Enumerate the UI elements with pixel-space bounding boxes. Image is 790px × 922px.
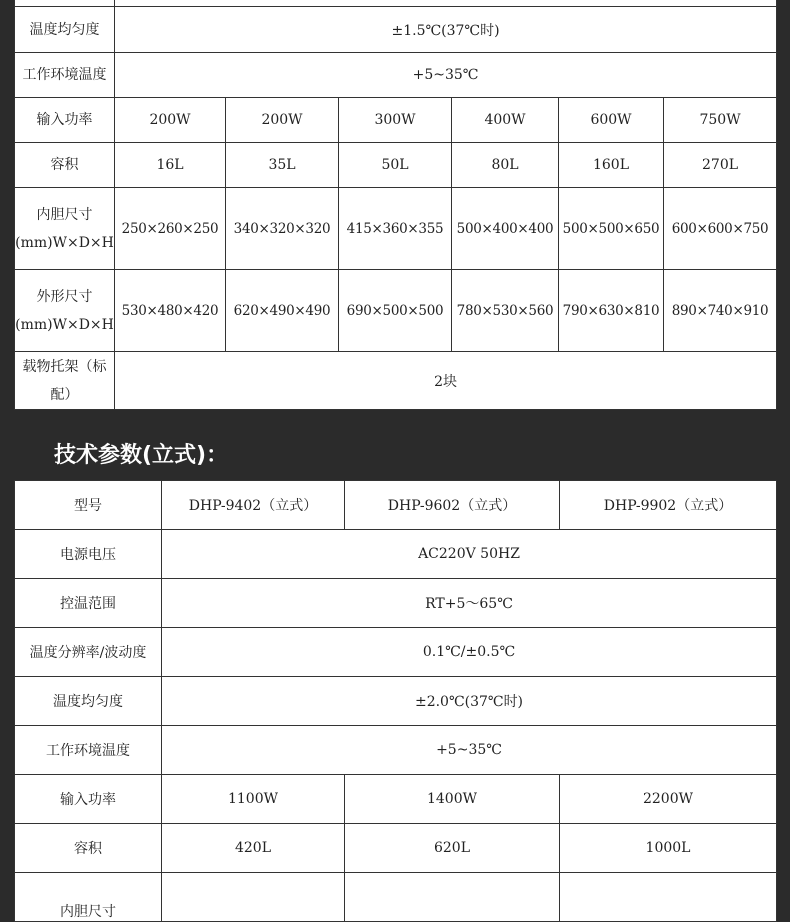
table-cell: 690×500×500: [339, 270, 452, 352]
table-cell: 1000L: [560, 824, 777, 873]
table-cell: 50L: [339, 143, 452, 188]
table-row: [15, 579, 777, 628]
temp-range-value: RT+5～65℃: [162, 579, 777, 628]
table-cell: 890×740×910: [664, 270, 777, 352]
row-label-outer-size: 外形尺寸(mm)W×D×H: [15, 270, 115, 352]
spec-table-top: [14, 0, 777, 410]
table-cell: 1100W: [162, 775, 345, 824]
temp-uniformity-value: ±2.0℃(37℃时): [162, 677, 777, 726]
model-name: DHP-9902（立式）: [560, 481, 777, 530]
table-row: [15, 143, 777, 188]
table-cell: 270L: [664, 143, 777, 188]
row-label-temp-uniformity: 温度均匀度: [15, 677, 162, 726]
table-row: [15, 98, 777, 143]
table-row: [15, 530, 777, 579]
spec-table-vertical: [14, 480, 777, 922]
table-cell: 400W: [452, 98, 559, 143]
table-cell: 340×320×320: [226, 188, 339, 270]
ambient-temp-value: +5~35℃: [115, 53, 777, 98]
table-cell: 420L: [162, 824, 345, 873]
ambient-temp-value: +5~35℃: [162, 726, 777, 775]
table-row: [15, 188, 777, 270]
table-cell: 200W: [115, 98, 226, 143]
table-row: [15, 352, 777, 410]
table-cell: 750W: [664, 98, 777, 143]
table-cell: 415×360×355: [339, 188, 452, 270]
model-name: DHP-9602（立式）: [345, 481, 560, 530]
table-row: [15, 53, 777, 98]
table-row: [15, 726, 777, 775]
table-cell: 1400W: [345, 775, 560, 824]
table-row: [15, 7, 777, 53]
table-header-row: [15, 481, 777, 530]
table-cell: 500×400×400: [452, 188, 559, 270]
table-row: [15, 873, 777, 922]
table-cell: [345, 873, 560, 922]
row-label-temp-range: 控温范围: [15, 579, 162, 628]
table-row: [15, 775, 777, 824]
row-label-volume: 容积: [15, 824, 162, 873]
row-label-input-power: 输入功率: [15, 775, 162, 824]
table-cell: 620×490×490: [226, 270, 339, 352]
table-cell: 300W: [339, 98, 452, 143]
table-cell: 35L: [226, 143, 339, 188]
row-label-volume: 容积: [15, 143, 115, 188]
table-cell: 200W: [226, 98, 339, 143]
table-cell: 160L: [559, 143, 664, 188]
row-label-power-supply: 电源电压: [15, 530, 162, 579]
table-row: [15, 628, 777, 677]
row-label-inner-size: 内胆尺寸(mm)W×D×H: [15, 188, 115, 270]
table-cell: 620L: [345, 824, 560, 873]
table-row: [15, 824, 777, 873]
table-cell: 780×530×560: [452, 270, 559, 352]
table-cell: 2200W: [560, 775, 777, 824]
row-label-ambient-temp: 工作环境温度: [15, 53, 115, 98]
power-supply-value: AC220V 50HZ: [162, 530, 777, 579]
table-cell: 600×600×750: [664, 188, 777, 270]
table-cell: 500×500×650: [559, 188, 664, 270]
table-cell: 16L: [115, 143, 226, 188]
table-cell: 80L: [452, 143, 559, 188]
tray-value: 2块: [115, 352, 777, 410]
row-label-inner-size: 内胆尺寸: [15, 873, 162, 922]
temp-uniformity-value: ±1.5℃(37℃时): [115, 7, 777, 53]
row-label-ambient-temp: 工作环境温度: [15, 726, 162, 775]
row-label-tray: 载物托架（标配）: [15, 352, 115, 410]
table-cell: [162, 873, 345, 922]
table-cell: 530×480×420: [115, 270, 226, 352]
table-cell: 250×260×250: [115, 188, 226, 270]
table-cell: [560, 873, 777, 922]
row-label-resolution: 温度分辨率/波动度: [15, 628, 162, 677]
table-row: [15, 677, 777, 726]
row-label-model: 型号: [15, 481, 162, 530]
model-name: DHP-9402（立式）: [162, 481, 345, 530]
row-label-temp-uniformity: 温度均匀度: [15, 7, 115, 53]
row-label-input-power: 输入功率: [15, 98, 115, 143]
table-cell: 600W: [559, 98, 664, 143]
table-row: [15, 270, 777, 352]
section-title: 技术参数(立式)：: [54, 443, 229, 468]
table-cell: 790×630×810: [559, 270, 664, 352]
resolution-value: 0.1℃/±0.5℃: [162, 628, 777, 677]
